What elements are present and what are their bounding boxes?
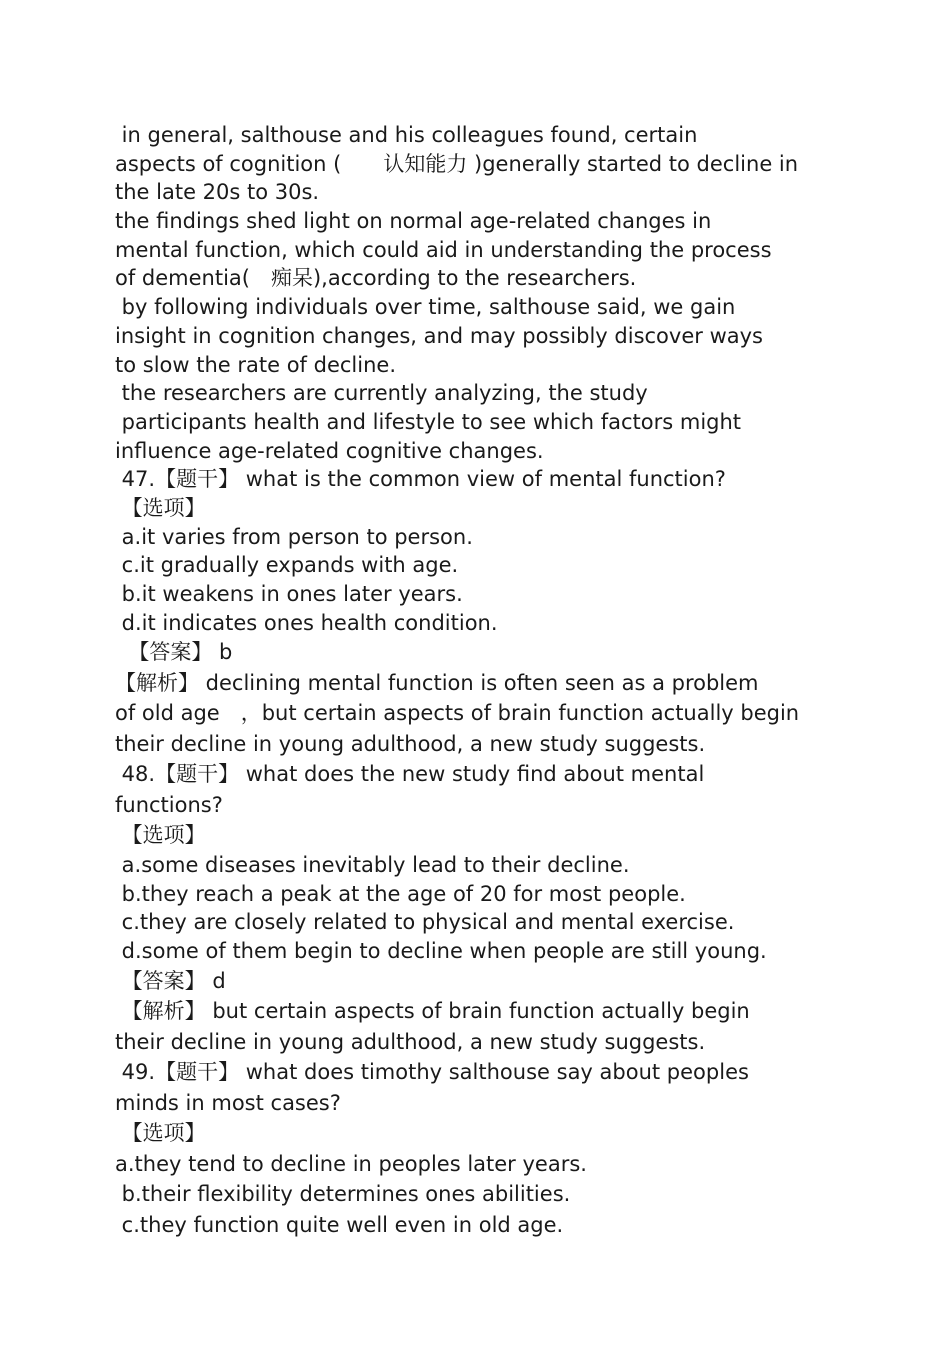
question-48-option-a: a.some diseases inevitably lead to their decline. xyxy=(115,852,630,877)
question-48-analysis-line: their decline in young adulthood, a new study suggests. xyxy=(115,1029,706,1054)
passage-line: the findings shed light on normal age-related changes in xyxy=(115,209,712,234)
question-48-options-label: 【选项】 xyxy=(115,823,206,848)
question-49-options-label: 【选项】 xyxy=(115,1121,206,1146)
question-47-answer: 【答案】 b xyxy=(115,640,233,665)
question-47-option-d: d.it indicates ones health condition. xyxy=(115,610,498,635)
question-47-option-c: c.it gradually expands with age. xyxy=(115,553,459,578)
question-47-option-b: b.it weakens in ones later years. xyxy=(115,582,463,606)
question-48-analysis-line: 【解析】 but certain aspects of brain function actually begin xyxy=(115,999,750,1024)
question-47-stem: 47.【题干】 what is the common view of mental function? xyxy=(115,467,726,492)
question-49-option-b: b.their flexibility determines ones abilities. xyxy=(115,1182,571,1207)
question-47-analysis-line: of old age ，but certain aspects of brain function actually begin xyxy=(115,701,800,726)
passage-line: insight in cognition changes, and may possibly discover ways xyxy=(115,323,763,348)
passage-line: aspects of cognition ( 认知能力 )generally started to decline in xyxy=(115,151,799,176)
passage-line: of dementia( 痴呆),according to the researchers. xyxy=(115,266,637,291)
passage-line: to slow the rate of decline. xyxy=(115,352,396,377)
passage-line: participants health and lifestyle to see which factors might xyxy=(115,409,742,434)
question-49-option-a: a.they tend to decline in peoples later years. xyxy=(115,1151,587,1176)
question-48-option-d: d.some of them begin to decline when people are still young. xyxy=(115,938,767,963)
passage-line: the researchers are currently analyzing, the study xyxy=(115,381,648,406)
passage-line: in general, salthouse and his colleagues found, certain xyxy=(115,123,698,147)
question-47-analysis-line: their decline in young adulthood, a new study suggests. xyxy=(115,731,706,756)
question-48-option-b: b.they reach a peak at the age of 20 for most people. xyxy=(115,881,686,906)
passage-line: the late 20s to 30s. xyxy=(115,180,320,205)
question-49-stem: minds in most cases? xyxy=(115,1090,341,1115)
question-47-options-label: 【选项】 xyxy=(115,495,206,520)
passage-line: by following individuals over time, salthouse said, we gain xyxy=(115,295,736,320)
question-49-option-c: c.they function quite well even in old age. xyxy=(115,1212,564,1237)
question-49-stem: 49.【题干】 what does timothy salthouse say about peoples xyxy=(115,1060,749,1085)
question-48-stem: functions? xyxy=(115,792,223,817)
question-48-option-c: c.they are closely related to physical and mental exercise. xyxy=(115,910,735,935)
question-48-stem: 48.【题干】 what does the new study find about mental xyxy=(115,762,705,787)
question-47-analysis-line: 【解析】 declining mental function is often seen as a problem xyxy=(115,670,759,695)
question-48-answer: 【答案】 d xyxy=(115,968,226,993)
passage-line: influence age-related cognitive changes. xyxy=(115,438,544,463)
document-text xyxy=(115,121,855,1240)
passage-line: mental function, which could aid in understanding the process xyxy=(115,237,772,262)
question-47-option-a: a.it varies from person to person. xyxy=(115,524,473,549)
